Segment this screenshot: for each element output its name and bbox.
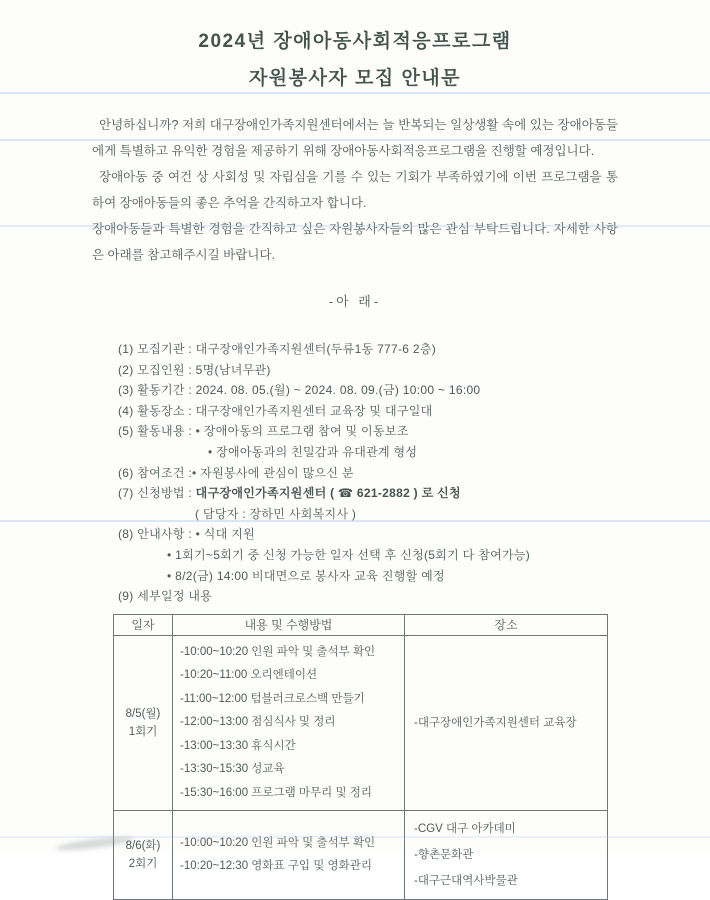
notice-item-line <box>118 586 670 607</box>
notice-item-text: ( 담당자 : 장하민 사회복지사 ) <box>195 506 357 521</box>
scan-artifact-line <box>0 92 710 94</box>
table-header-cell: 장소 <box>405 614 608 635</box>
notice-item-text: 2024. 08. 05.(월) ~ 2024. 08. 09.(금) 10:00 ~ 16:00 <box>195 383 481 398</box>
notice-item-label: (7) 신청방법 : <box>118 486 196 501</box>
place-line: -CGV 대구 아카데미 <box>414 823 516 836</box>
schedule-row <box>114 811 608 900</box>
notice-item-line <box>118 360 670 381</box>
place-line: -대구근대역사박물관 <box>414 875 518 888</box>
notice-item-line <box>118 421 670 442</box>
notice-item-label: (8) 안내사항 : <box>118 527 196 542</box>
content-line: -12:00~13:00 점심식사 및 정리 <box>180 716 336 729</box>
notice-item-line <box>118 442 670 463</box>
date-cell <box>114 811 173 900</box>
table-header-cell: 내용 및 수행방법 <box>173 614 405 635</box>
place-line: -향촌문화관 <box>414 849 474 862</box>
notice-item-text: • 장애아동과의 친밀감과 유대관계 형성 <box>208 444 418 459</box>
place-cell <box>405 811 608 900</box>
date-line: 8/6(화) <box>125 840 161 853</box>
notice-item-text: • 식대 지원 <box>195 527 256 542</box>
content-line: -10:00~10:20 인원 파악 및 출석부 확인 <box>180 836 376 849</box>
content-line: -10:20~12:30 영화표 구입 및 영화관리 <box>180 860 372 873</box>
content-line: -10:20~11:00 오리엔테이션 <box>180 669 318 682</box>
date-line: 1회기 <box>128 725 158 738</box>
place-cell <box>405 635 608 811</box>
notice-item-label: (2) 모집인원 : <box>118 362 196 377</box>
notice-item-label: (1) 모집기관 : <box>118 342 196 356</box>
notice-item-text: 대구장애인가족지원센터 ( ☎ 621-2882 ) 로 신청 <box>195 486 461 501</box>
date-cell <box>114 635 173 811</box>
notice-item-line <box>118 504 670 525</box>
doc-title-line-2: 자원봉사자 모집 안내문 <box>248 68 462 89</box>
date-line: 2회기 <box>128 858 158 871</box>
notice-item-label: (4) 활동장소 : <box>118 403 196 418</box>
table-header-row <box>114 614 608 635</box>
intro-paragraph: 안녕하십니까? 저희 대구장애인가족지원센터에서는 늘 반복되는 일상생활 속에 있는 장애아동들에게 특별하고 유익한 경험을 제공하기 위해 장애아동사회적응프로그램을 진행할 예정입니다. <box>92 118 618 158</box>
notice-item-text: 대구장애인가족지원센터(두류1동 777-6 2층) <box>195 342 437 356</box>
notice-item-label: (3) 활동기간 : <box>118 383 196 398</box>
notice-item-text: 대구장애인가족지원센터 교육장 및 대구일대 <box>195 403 433 418</box>
notice-item-text: • 1회기~5회기 중 신청 가능한 일자 선택 후 신청(5회기 다 참여가능) <box>167 547 531 562</box>
doc-title-line-1: 2024년 장애아동사회적응프로그램 <box>198 31 512 52</box>
notice-items-list <box>118 339 670 607</box>
notice-item-text: • 자원봉사에 관심이 많으신 분 <box>192 465 354 480</box>
notice-item-label: (6) 참여조건 : <box>118 465 193 480</box>
content-line: -10:00~10:20 인원 파악 및 출석부 확인 <box>180 645 376 658</box>
notice-item-line <box>118 545 670 566</box>
section-divider-label: -아 래- <box>328 294 382 309</box>
notice-item-line <box>118 339 670 360</box>
notice-item-text: 5명(남녀무관) <box>195 362 271 377</box>
notice-item-line <box>118 401 670 422</box>
content-cell <box>173 811 405 900</box>
notice-item-label: (5) 활동내용 : <box>118 424 196 439</box>
notice-item-line <box>118 463 670 484</box>
notice-item-line <box>118 483 670 504</box>
date-line: 8/5(월) <box>125 707 161 720</box>
place-line: -대구장애인가족지원센터 교육장 <box>414 716 577 729</box>
notice-item-text: • 장애아동의 프로그램 참여 및 이동보조 <box>195 424 409 439</box>
intro-paragraph: 장애아동들과 특별한 경험을 간직하고 싶은 자원봉사자들의 많은 관심 부탁드립니다. 자세한 사항은 아래를 참고해주시길 바랍니다. <box>92 222 618 262</box>
content-cell <box>173 635 405 811</box>
notice-item-line <box>118 566 670 587</box>
schedule-row <box>114 635 608 811</box>
content-line: -13:00~13:30 휴식시간 <box>180 739 296 752</box>
table-header-cell: 일자 <box>114 614 173 635</box>
schedule-table <box>113 614 608 900</box>
notice-item-line <box>118 380 670 401</box>
notice-item-line <box>118 524 670 545</box>
intro-paragraph: 장애아동 중 여건 상 사회성 및 자립심을 기를 수 있는 기회가 부족하였기에 이번 프로그램을 통하여 장애아동들의 좋은 추억을 간직하고자 합니다. <box>92 170 618 210</box>
content-line: -11:00~12:00 텀블러크로스백 만들기 <box>180 692 365 705</box>
notice-item-text: • 8/2(금) 14:00 비대면으로 봉사자 교육 진행할 예정 <box>167 568 445 583</box>
content-line: -15:30~16:00 프로그램 마무리 및 정리 <box>180 786 372 799</box>
content-line: -13:30~15:30 성교육 <box>180 763 285 776</box>
notice-item-label: (9) 세부일정 내용 <box>118 589 213 604</box>
intro-section <box>92 112 618 268</box>
